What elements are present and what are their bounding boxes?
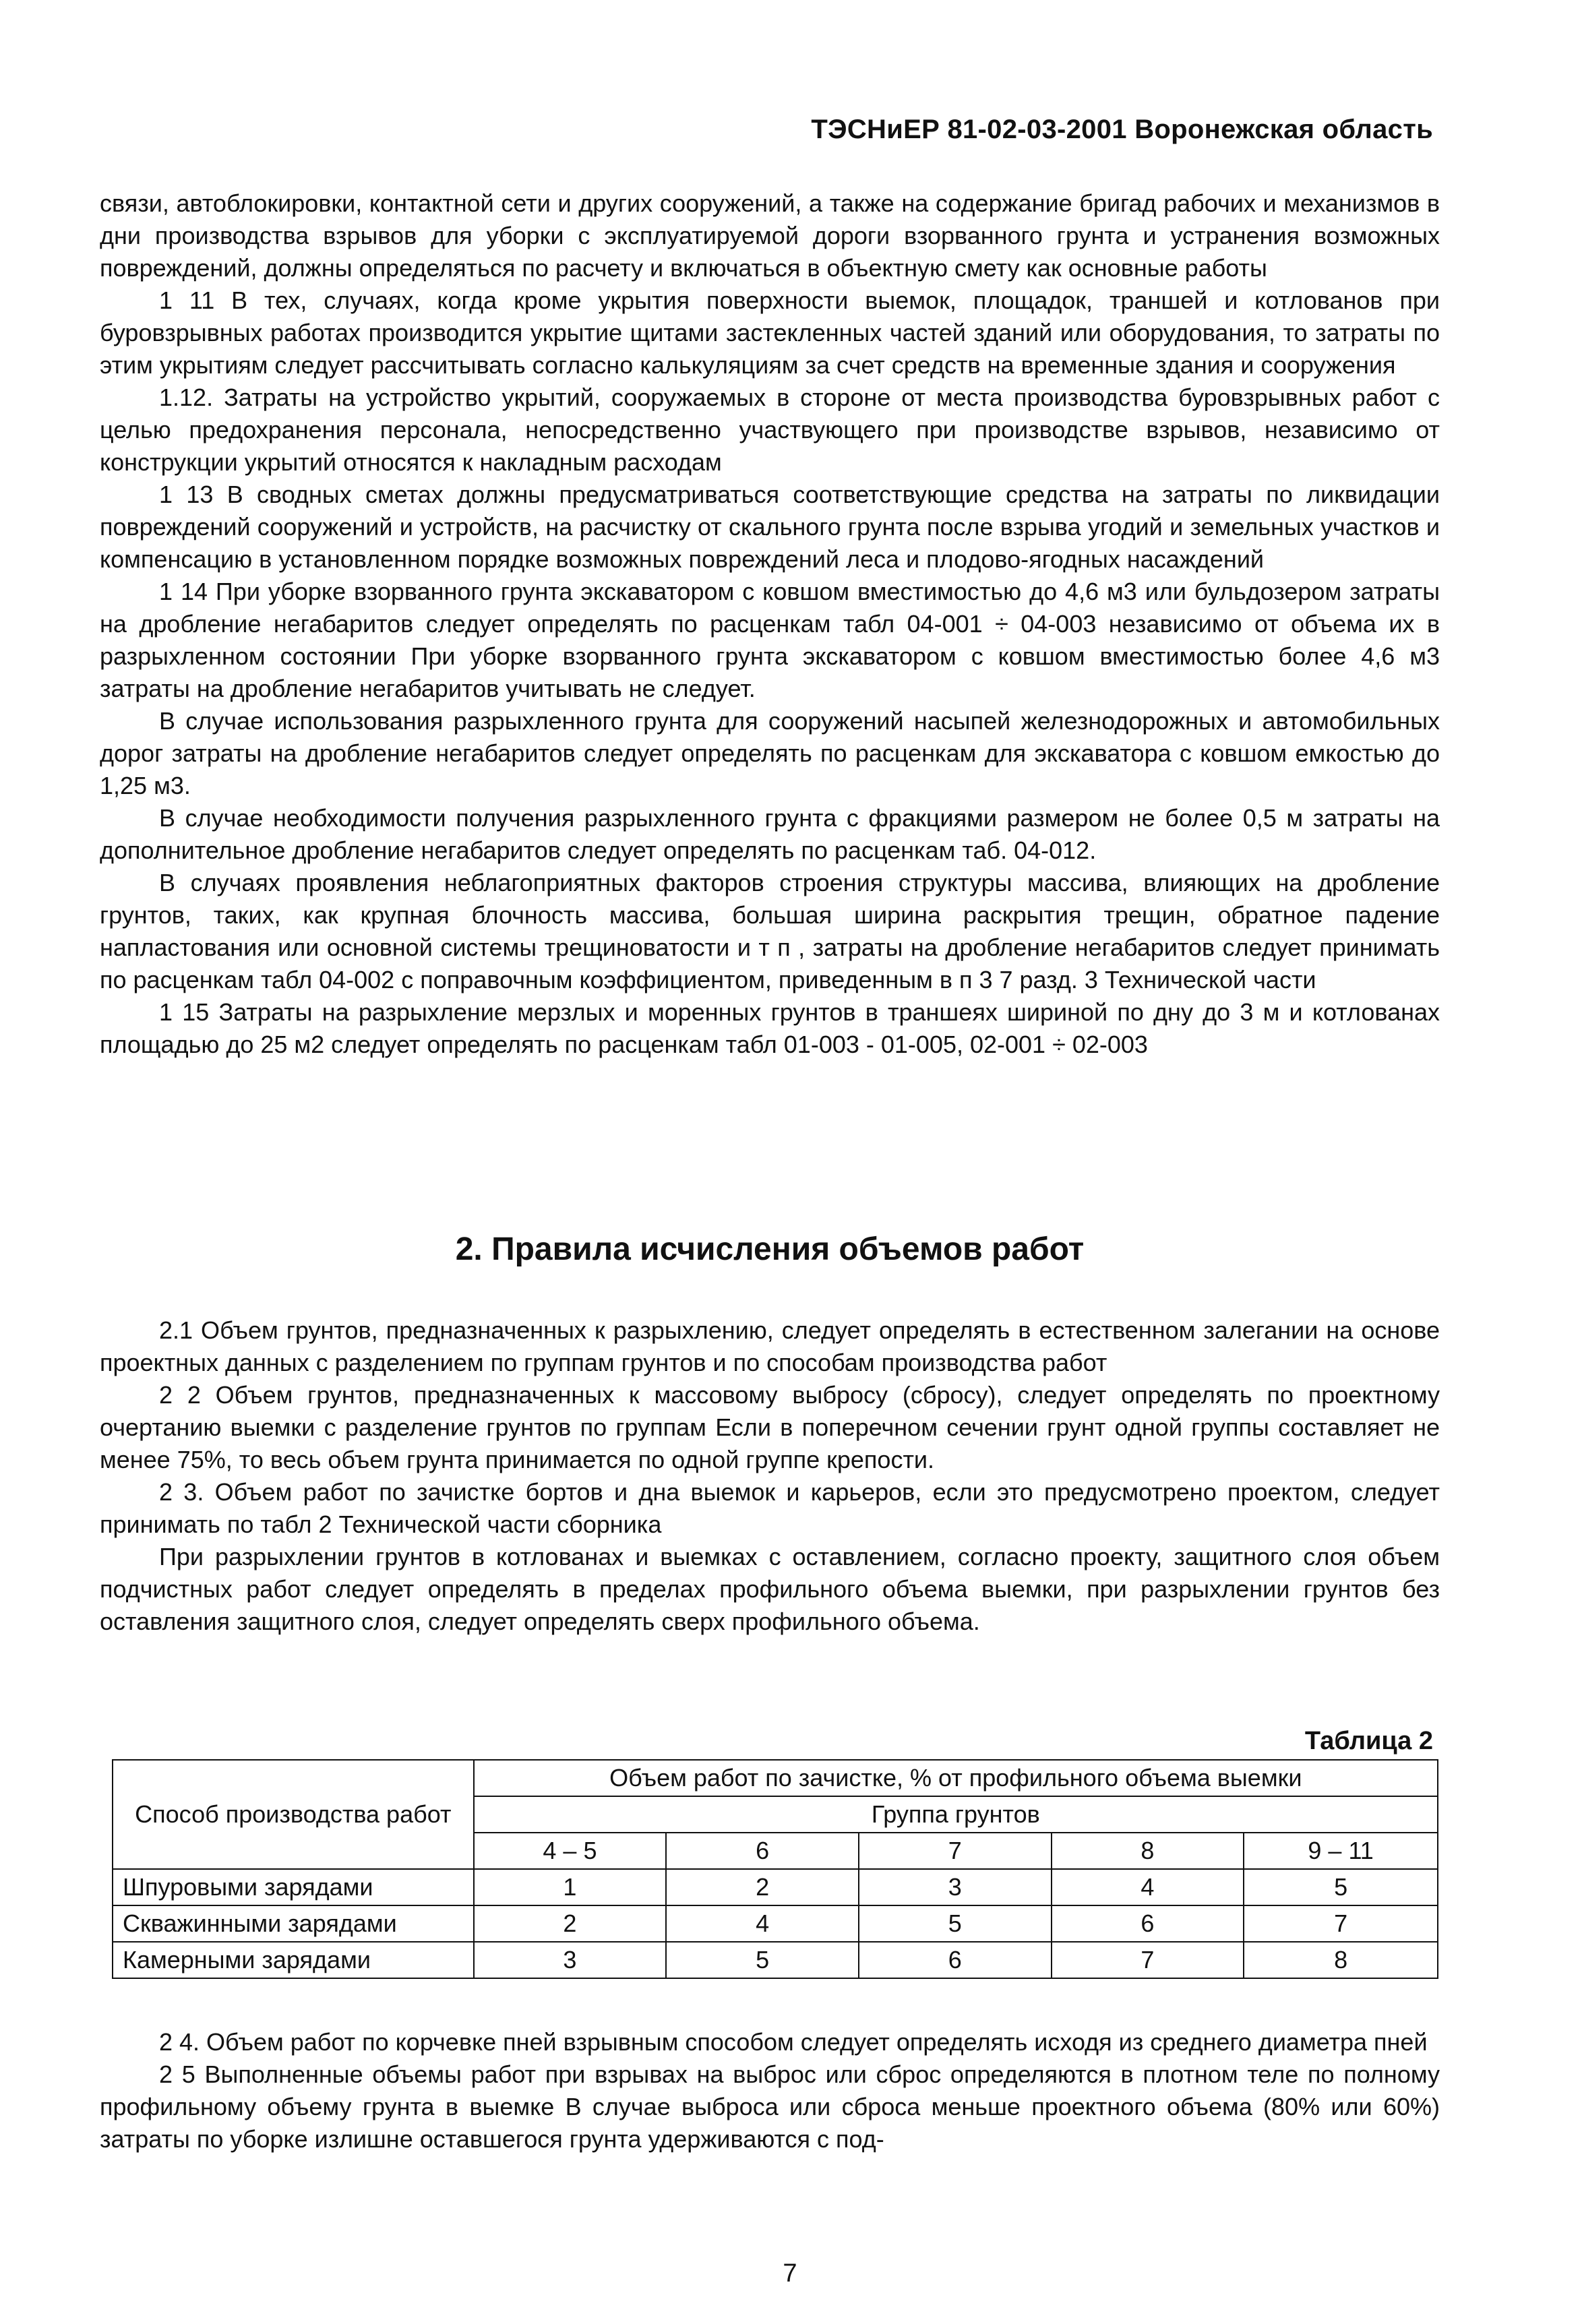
table-cell: 7 <box>1052 1942 1244 1978</box>
paragraph: В случаях проявления неблагоприятных факторов строения структуры массива, влияющих на дробление грунтов, таких, как крупная блочность массива, большая ширина раскрытия трещин, обратное падение напластования или основной системы трещиноватости и т п , затраты на дробление негабаритов следует принимать по расценкам табл 04-002 с поправочным коэффициентом, приведенным в п 3 7 разд. 3 Технической части <box>100 869 1440 993</box>
page-number: 7 <box>783 2259 797 2288</box>
table-header-row <box>113 1760 1438 1796</box>
paragraph-1-11: 1 11 В тех, случаях, когда кроме укрытия поверхности выемок, площадок, траншей и котлованов при буровзрывных работах производится укрытие щитами застекленных частей зданий или оборудования, то затраты по этим укрытиям следует рассчитывать согласно калькуляциям за счет средств на временные здания и сооружения <box>100 286 1440 379</box>
running-header: ТЭСНиЕР 81-02-03-2001 Воронежская область <box>811 115 1433 144</box>
table-header-volume: Объем работ по зачистке, % от профильного объема выемки <box>474 1760 1438 1796</box>
table-cell: 3 <box>474 1942 667 1978</box>
paragraph: связи, автоблокировки, контактной сети и других сооружений, а также на содержание бригад рабочих и механизмов в дни производства взрывов для уборки с эксплуатируемой дороги взорванного грунта и устранения возможных повреждений, должны определяться по расчету и включаться в объектную смету как основные работы <box>100 189 1440 282</box>
table-header-cell: 4 – 5 <box>474 1833 667 1869</box>
table-row <box>113 1942 1438 1978</box>
table-row-label: Камерными зарядами <box>113 1942 474 1978</box>
cleanup-volume-table <box>112 1759 1438 1979</box>
table-cell: 4 <box>1052 1869 1244 1905</box>
table-cell: 7 <box>1244 1905 1438 1942</box>
table-row-label: Шпуровыми зарядами <box>113 1869 474 1905</box>
table-header-group: Группа грунтов <box>474 1796 1438 1833</box>
table-row-label: Скважинными зарядами <box>113 1905 474 1942</box>
table-cell: 5 <box>859 1905 1052 1942</box>
paragraph-2-1: 2.1 Объем грунтов, предназначенных к разрыхлению, следует определять в естественном залегании на основе проектных данных с разделением по группам грунтов и по способам производства работ <box>100 1316 1440 1376</box>
table-caption: Таблица 2 <box>1304 1727 1433 1755</box>
paragraph-1-15: 1 15 Затраты на разрыхление мерзлых и моренных грунтов в траншеях шириной по дну до 3 м и котлованах площадью до 25 м2 следует определять по расценкам табл 01-003 - 01-005, 02-001 ÷ 02-003 <box>100 998 1440 1058</box>
table-cell: 1 <box>474 1869 667 1905</box>
paragraph: В случае необходимости получения разрыхленного грунта с фракциями размером не более 0,5 м затраты на дополнительное дробление негабаритов следует определять по расценкам таб. 04-012. <box>100 804 1440 864</box>
paragraph-2-4: 2 4. Объем работ по корчевке пней взрывным способом следует определять исходя из среднего диаметра пней <box>159 2028 1428 2056</box>
body-section-1 <box>100 187 1440 1061</box>
paragraph-1-12: 1.12. Затраты на устройство укрытий, сооружаемых в стороне от места производства буровзрывных работ с целью предохранения персонала, непосредственно участвующего при производстве взрывов, независимо от конструкции укрытий относятся к накладным расходам <box>100 384 1440 476</box>
table-cell: 8 <box>1244 1942 1438 1978</box>
table-header-cell: 7 <box>859 1833 1052 1869</box>
table-row <box>113 1905 1438 1942</box>
table-cell: 5 <box>1244 1869 1438 1905</box>
table-cell: 2 <box>474 1905 667 1942</box>
table-header-method: Способ производства работ <box>113 1760 474 1869</box>
table-cell: 5 <box>666 1942 859 1978</box>
paragraph-1-13: 1 13 В сводных сметах должны предусматриваться соответствующие средства на затраты по ликвидации повреждений сооружений и устройств, на расчистку от скального грунта после взрыва угодий и земельных участков и компенсацию в установленном порядке возможных повреждений леса и плодово-ягодных насаждений <box>100 481 1440 573</box>
table-cell: 3 <box>859 1869 1052 1905</box>
paragraph-2-5: 2 5 Выполненные объемы работ при взрывах на выброс или сброс определяются в плотном теле по полному профильному объему грунта в выемке В случае выброса или сброса меньше проектного объема (80% или 60%) затраты по уборке излишне оставшегося грунта удерживаются с под- <box>100 2060 1440 2153</box>
paragraph-2-3: 2 3. Объем работ по зачистке бортов и дна выемок и карьеров, если это предусмотрено проектом, следует принимать по табл 2 Технической части сборника <box>100 1478 1440 1538</box>
section-title: 2. Правила исчисления объемов работ <box>455 1231 1085 1267</box>
table-header-cell: 9 – 11 <box>1244 1833 1438 1869</box>
table-row <box>113 1869 1438 1905</box>
body-section-2 <box>100 1314 1440 1638</box>
table-cell: 2 <box>666 1869 859 1905</box>
table-header-cell: 8 <box>1052 1833 1244 1869</box>
body-section-3 <box>100 2026 1440 2155</box>
paragraph-1-14: 1 14 При уборке взорванного грунта экскаватором с ковшом вместимостью до 4,6 м3 или бульдозером затраты на дробление негабаритов следует определять по расценкам табл 04-001 ÷ 04-003 независимо от объема их в разрыхленном состоянии При уборке взорванного грунта экскаватором с ковшом вместимостью более 4,6 м3 затраты на дробление негабаритов учитывать не следует. <box>100 578 1440 702</box>
paragraph: При разрыхлении грунтов в котлованах и выемках с оставлением, согласно проекту, защитного слоя объем подчистных работ следует определять в пределах профильного объема выемки, при разрыхлении грунтов без оставления защитного слоя, следует определять сверх профильного объема. <box>100 1543 1440 1635</box>
table-cell: 4 <box>666 1905 859 1942</box>
table-header-cell: 6 <box>666 1833 859 1869</box>
paragraph: В случае использования разрыхленного грунта для сооружений насыпей железнодорожных и автомобильных дорог затраты на дробление негабаритов следует определять по расценкам для экскаватора с ковшом емкостью до 1,25 м3. <box>100 707 1440 799</box>
table-cell: 6 <box>1052 1905 1244 1942</box>
table-cell: 6 <box>859 1942 1052 1978</box>
paragraph-2-2: 2 2 Объем грунтов, предназначенных к массовому выбросу (сбросу), следует определять по проектному очертанию выемки с разделение грунтов по группам Если в поперечном сечении грунт одной группы составляет не менее 75%, то весь объем грунта принимается по одной группе крепости. <box>100 1381 1440 1473</box>
